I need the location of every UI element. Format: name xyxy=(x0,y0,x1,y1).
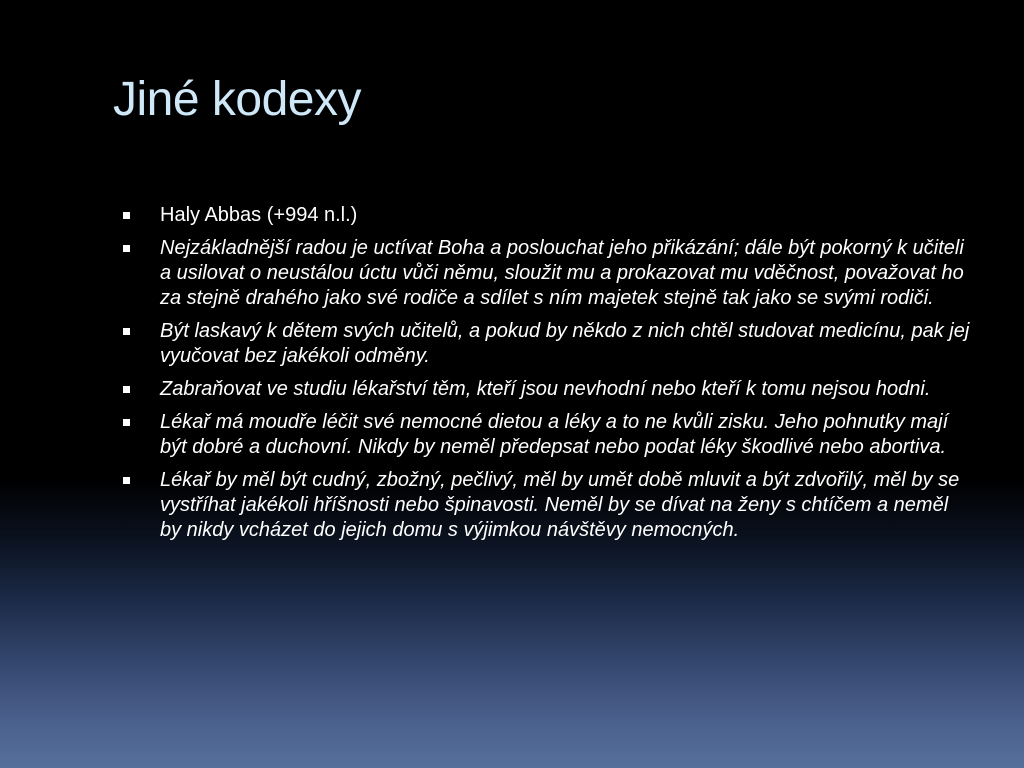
square-bullet-icon xyxy=(123,419,130,426)
square-bullet-icon xyxy=(123,328,130,335)
square-bullet-icon xyxy=(123,477,130,484)
bullet-text: Lékař má moudře léčit své nemocné dietou a léky a to ne kvůli zisku. Jeho pohnutky mají být dobré a duchovní. Nikdy by neměl předepsat nebo podat léky škodlivé nebo abortiva. xyxy=(160,411,949,458)
bullet-text: Být laskavý k dětem svých učitelů, a pokud by někdo z nich chtěl studovat medicínu, pak jej vyučovat bez jakékoli odměny. xyxy=(160,320,970,367)
slide-title: Jiné kodexy xyxy=(113,73,361,126)
bullet-item xyxy=(122,203,972,228)
bullet-text: Nejzákladnější radou je uctívat Boha a poslouchat jeho přikázání; dále být pokorný k učiteli a usilovat o neustálou úctu vůči němu, sloužit mu a prokazovat mu vděčnost, považovat ho za stejně drahého jako své rodiče a sdílet s ním majetek stejně tak jako se svými rodiči. xyxy=(160,237,964,309)
bullet-list xyxy=(122,203,972,551)
bullet-text: Haly Abbas (+994 n.l.) xyxy=(160,204,358,226)
square-bullet-icon xyxy=(123,212,130,219)
bullet-text: Zabraňovat ve studiu lékařství těm, kteří jsou nevhodní nebo kteří k tomu nejsou hodni. xyxy=(160,378,931,400)
bullet-item xyxy=(122,377,972,402)
bullet-item xyxy=(122,468,972,543)
bullet-text: Lékař by měl být cudný, zbožný, pečlivý, měl by umět době mluvit a být zdvořilý, měl by se vystříhat jakékoli hříšnosti nebo špinavosti. Neměl by se dívat na ženy s chtíčem a neměl by nikdy vcházet do jejich domu s výjimkou návštěvy nemocných. xyxy=(160,469,960,541)
bullet-item xyxy=(122,319,972,369)
square-bullet-icon xyxy=(123,386,130,393)
bullet-item xyxy=(122,236,972,311)
bullet-item xyxy=(122,410,972,460)
square-bullet-icon xyxy=(123,245,130,252)
